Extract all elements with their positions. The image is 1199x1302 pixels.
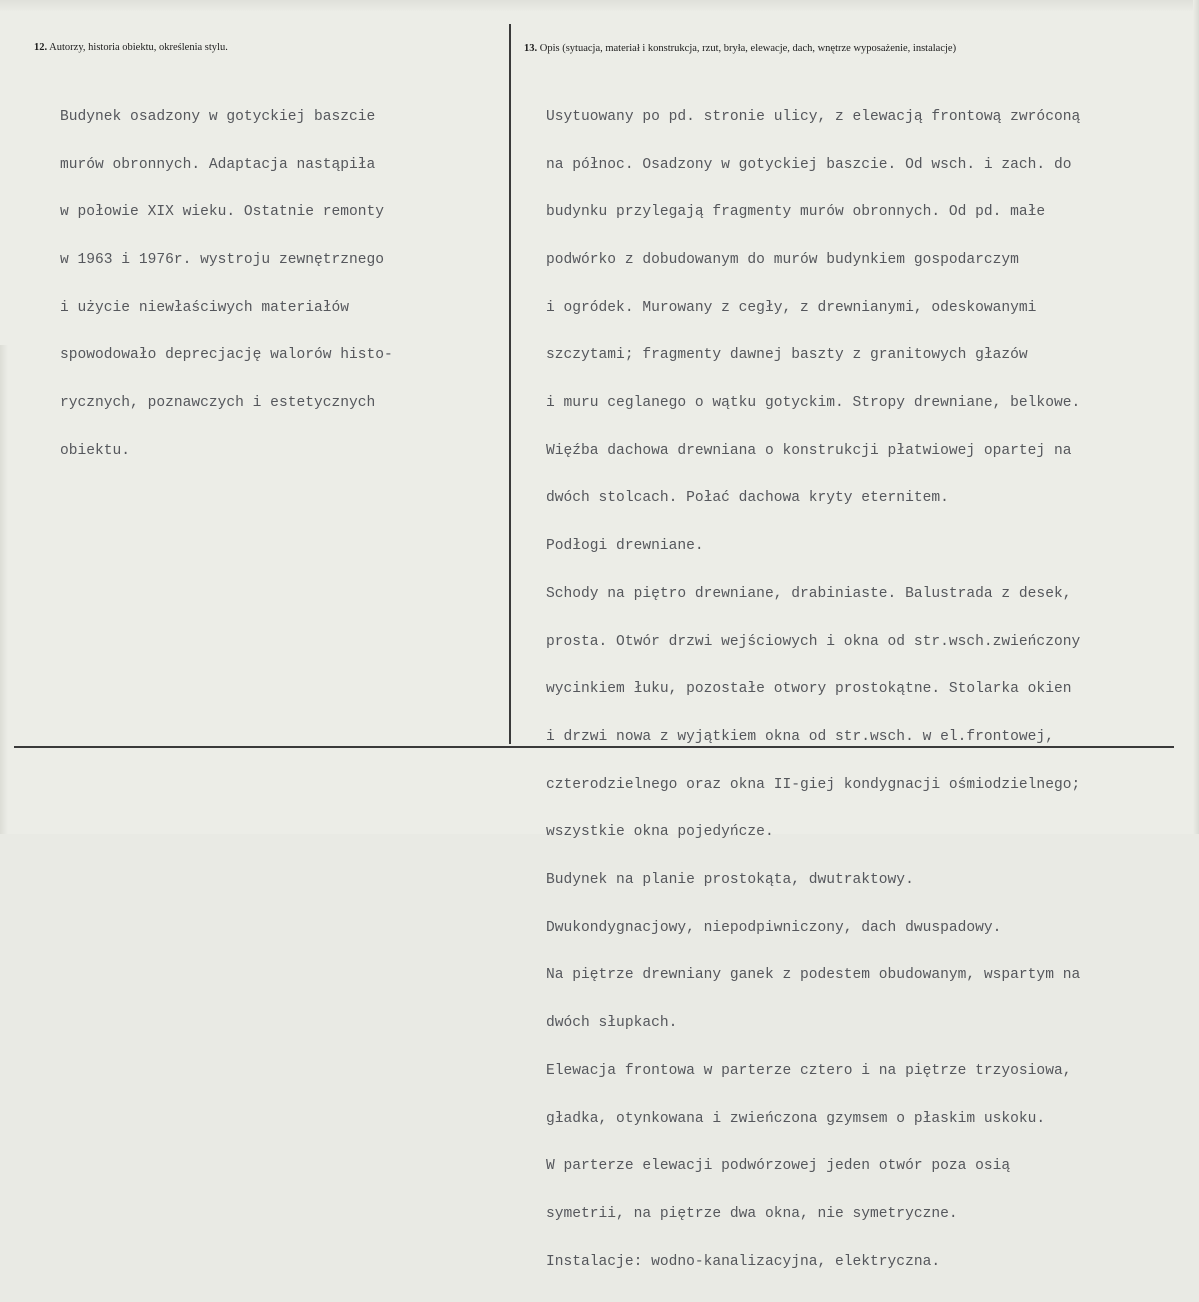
section-13-line: Instalacje: wodno-kanalizacyjna, elektryczna. <box>546 1253 941 1270</box>
section-12-line: i użycie niewłaściwych materiałów <box>60 299 350 316</box>
section-13-line: Usytuowany po pd. stronie ulicy, z elewacją frontową zwróconą <box>546 108 1081 125</box>
section-13-line: wszystkie okna pojedyńcze. <box>546 824 774 841</box>
section-13-line: i drzwi nowa z wyjątkiem okna od str.wsch. w el.frontowej, <box>546 728 1054 745</box>
section-13-line: czterodzielnego oraz okna II-giej kondygnacji ośmiodzielnego; <box>546 776 1081 793</box>
section-13-line: Schody na piętro drewniane, drabiniaste. Balustrada z desek, <box>546 585 1072 602</box>
right-edge-shadow <box>1193 0 1199 834</box>
section-13-heading <box>524 43 956 54</box>
section-13-line: na północ. Osadzony w gotyckiej baszcie. Od wsch. i zach. do <box>546 156 1072 173</box>
top-edge-shadow <box>0 0 1199 12</box>
section-12-heading <box>34 42 228 53</box>
section-13-line: i ogródek. Murowany z cegły, z drewnianymi, odeskowanymi <box>546 299 1037 316</box>
section-12-line: w połowie XIX wieku. Ostatnie remonty <box>60 204 385 221</box>
section-13-line: W parterze elewacji podwórzowej jeden otwór poza osią <box>546 1158 1011 1175</box>
section-13-line: podwórko z dobudowanym do murów budynkiem gospodarczym <box>546 251 1019 268</box>
section-12-line: Budynek osadzony w gotyckiej baszcie <box>60 108 376 125</box>
section-13-number: 13. <box>524 43 538 54</box>
section-13-line: dwóch stolcach. Połać dachowa kryty eternitem. <box>546 490 949 507</box>
section-13-line: symetrii, na piętrze dwa okna, nie symetryczne. <box>546 1205 958 1222</box>
section-13-line: Elewacja frontowa w parterze cztero i na piętrze trzyosiowa, <box>546 1062 1072 1079</box>
section-12-line: w 1963 i 1976r. wystroju zewnętrznego <box>60 251 385 268</box>
section-13-title: Opis (sytuacja, materiał i konstrukcja, rzut, bryła, elewacje, dach, wnętrze wyposażenie, instalacje) <box>539 43 957 54</box>
section-12-line: murów obronnych. Adaptacja nastąpiła <box>60 156 376 173</box>
section-13-line: Budynek na planie prostokąta, dwutraktowy. <box>546 872 914 889</box>
section-13-line: i muru ceglanego o wątku gotyckim. Stropy drewniane, belkowe. <box>546 395 1081 412</box>
section-13-line: Dwukondygnacjowy, niepodpiwniczony, dach dwuspadowy. <box>546 919 1002 936</box>
section-12-title: Autorzy, historia obiektu, określenia stylu. <box>49 42 228 53</box>
section-13-line: Na piętrze drewniany ganek z podestem obudowanym, wspartym na <box>546 967 1081 984</box>
section-13-line: szczytami; fragmenty dawnej baszty z granitowych głazów <box>546 347 1028 364</box>
section-12-number: 12. <box>34 42 48 53</box>
section-13-line: budynku przylegają fragmenty murów obronnych. Od pd. małe <box>546 204 1046 221</box>
section-13-line: Podłogi drewniane. <box>546 538 704 555</box>
section-12-line: rycznych, poznawczych i estetycznych <box>60 395 376 412</box>
section-12-line: spowodowało deprecjację walorów histo- <box>60 347 393 364</box>
section-13-line: dwóch słupkach. <box>546 1015 678 1032</box>
section-13-line: Więźba dachowa drewniana o konstrukcji płatwiowej opartej na <box>546 442 1072 459</box>
column-divider <box>509 24 511 744</box>
section-13-body <box>546 78 1080 1302</box>
section-12-body <box>60 78 393 491</box>
section-13-line: wycinkiem łuku, pozostałe otwory prostokątne. Stolarka okien <box>546 681 1072 698</box>
section-13-line: prosta. Otwór drzwi wejściowych i okna od str.wsch.zwieńczony <box>546 633 1081 650</box>
section-12-line: obiektu. <box>60 442 131 459</box>
section-13-line: gładka, otynkowana i zwieńczona gzymsem o płaskim uskoku. <box>546 1110 1046 1127</box>
left-edge-crease <box>0 345 8 834</box>
